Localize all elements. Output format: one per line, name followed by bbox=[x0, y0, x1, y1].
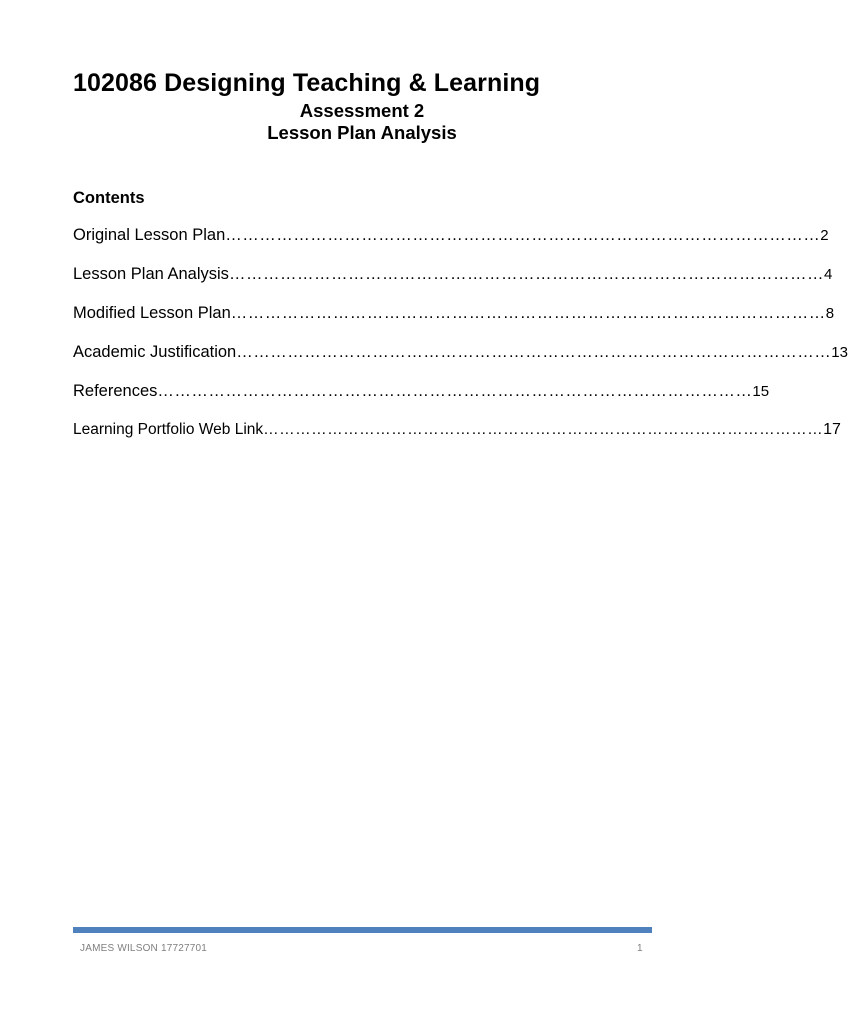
toc-entry-learning-portfolio-web-link[interactable] bbox=[73, 421, 841, 460]
toc-leader-dots: …………………………………………………………………………………………… bbox=[230, 304, 826, 322]
toc-entry-page: 15 bbox=[752, 383, 770, 400]
toc-entry-label: References bbox=[73, 382, 158, 400]
lesson-plan-subtitle: Lesson Plan Analysis bbox=[267, 122, 457, 143]
toc-leader-dots: …………………………………………………………………………………………… bbox=[157, 382, 753, 400]
toc-entry-lesson-plan-analysis[interactable] bbox=[73, 265, 833, 304]
toc-entry-label: Lesson Plan Analysis bbox=[73, 265, 229, 283]
contents-heading: Contents bbox=[73, 189, 145, 207]
toc-entry-page: 13 bbox=[831, 344, 848, 361]
toc-entry-page: 8 bbox=[825, 305, 835, 322]
assessment-subtitle: Assessment 2 bbox=[299, 100, 425, 121]
footer-author: JAMES WILSON 17727701 bbox=[80, 943, 208, 954]
toc-leader-dots: …………………………………………………………………………………………… bbox=[225, 226, 821, 244]
toc-entry-label: Academic Justification bbox=[73, 343, 237, 361]
toc-entry-page: 2 bbox=[820, 227, 829, 244]
document-title: 102086 Designing Teaching & Learning bbox=[73, 69, 541, 97]
toc-entry-academic-justification[interactable] bbox=[73, 343, 848, 382]
footer-rule bbox=[73, 927, 652, 933]
toc-entry-label: Learning Portfolio Web Link bbox=[73, 421, 264, 438]
toc-entry-original-lesson-plan[interactable] bbox=[73, 226, 829, 265]
toc-entry-label: Original Lesson Plan bbox=[73, 226, 226, 244]
toc-entry-page: 17 bbox=[823, 421, 841, 438]
table-of-contents bbox=[73, 226, 848, 460]
toc-entry-page: 4 bbox=[823, 266, 833, 283]
toc-entry-references[interactable] bbox=[73, 382, 770, 421]
footer-page-number: 1 bbox=[637, 943, 643, 954]
toc-leader-dots: …………………………………………………………………………………………… bbox=[228, 265, 824, 283]
toc-leader-dots: …………………………………………………………………………………………… bbox=[236, 343, 832, 361]
toc-entry-label: Modified Lesson Plan bbox=[73, 304, 231, 322]
toc-entry-modified-lesson-plan[interactable] bbox=[73, 304, 835, 343]
toc-leader-dots: …………………………………………………………………………………………… bbox=[263, 421, 824, 438]
